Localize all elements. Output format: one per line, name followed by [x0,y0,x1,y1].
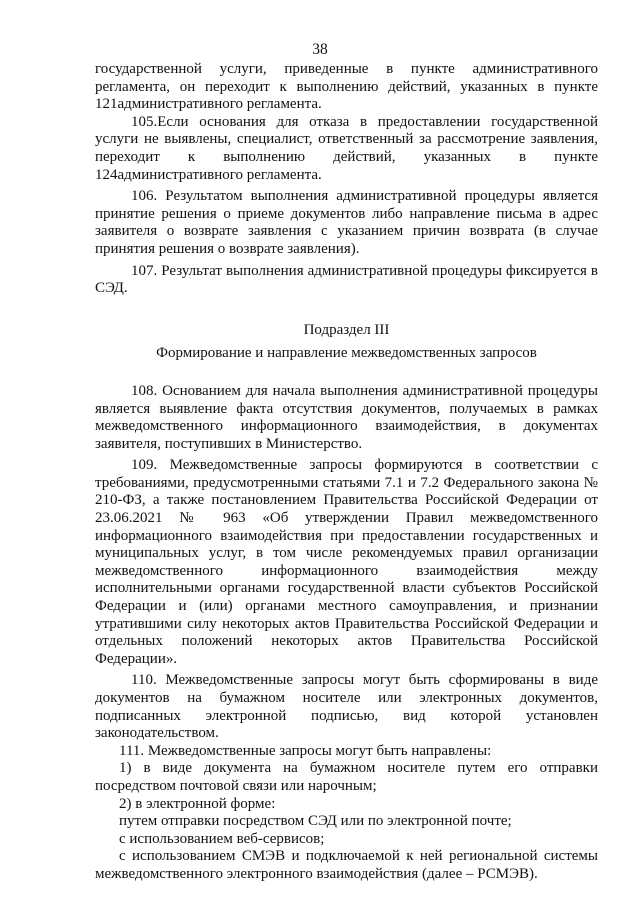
list-item-2-smev: с использованием СМЭВ и подключаемой к ней региональной системы межведомственного электронного взаимодействия (далее – РСМЭВ). [95,848,598,882]
paragraph-105: 105.Если основания для отказа в предоставлении государственной услуги не выявлены, специалист, ответственный за рассмотрение заявления, переходит к выполнению действий, указанных в пункте 124административного регламента. [95,113,598,183]
paragraph-108: 108. Основанием для начала выполнения административной процедуры является выявление факта отсутствия документов, получаемых в рамках межведомственного информационного взаимодействия, в документах заявителя, поступивших в Министерство. [95,382,598,452]
list-item-2: 2) в электронной форме: [119,795,276,812]
subsection-label: Подраздел III [303,321,390,338]
list-item-2-web-services: с использованием веб-сервисов; [119,830,325,847]
paragraph-104-continued: государственной услуги, приведенные в пункте административного регламента, он переходит к выполнению действий, указанных в пункте 121административного регламента. [95,61,598,113]
subsection-title: Формирование и направление межведомственных запросов [156,345,537,362]
document-body [95,61,598,884]
list-item-1: 1) в виде документа на бумажном носителе путем его отправки посредством почтовой связи или нарочным; [95,760,598,794]
list-item-2-email: путем отправки посредством СЭД или по электронной почте; [119,813,512,830]
paragraph-109: 109. Межведомственные запросы формируются в соответствии с требованиями, предусмотренными статьями 7.1 и 7.2 Федерального закона № 210-ФЗ, а также постановлением Правительства Российской Федерации от 23.06.2021 № 963 «Об утверждении Правил межведомственного информационного взаимодействия при предоставлении государственных и муниципальных услуг, в том числе рекомендуемых правил организации межведомственного информационного взаимодействия между исполнительными органами государственной власти субъектов Российской Федерации и (или) органами местного самоуправления, и признании утратившими силу некоторых актов Правительства Российской Федерации и отдельных положений некоторых актов Правительства Российской Федерации». [95,457,598,667]
paragraph-107: 107. Результат выполнения административной процедуры фиксируется в СЭД. [95,262,598,297]
paragraph-110: 110. Межведомственные запросы могут быть сформированы в виде документов на бумажном носителе или электронных документов, подписанных электронной подписью, вид которой установлен законодательством. [95,672,598,742]
paragraph-106: 106. Результатом выполнения административной процедуры является принятие решения о приеме документов либо направление письма в адрес заявителя о возврате заявления с указанием причин возврата (в случае принятия решения о возврате заявления). [95,188,598,257]
page-number: 38 [312,41,328,58]
paragraph-111: 111. Межведомственные запросы могут быть направлены: [119,742,492,759]
